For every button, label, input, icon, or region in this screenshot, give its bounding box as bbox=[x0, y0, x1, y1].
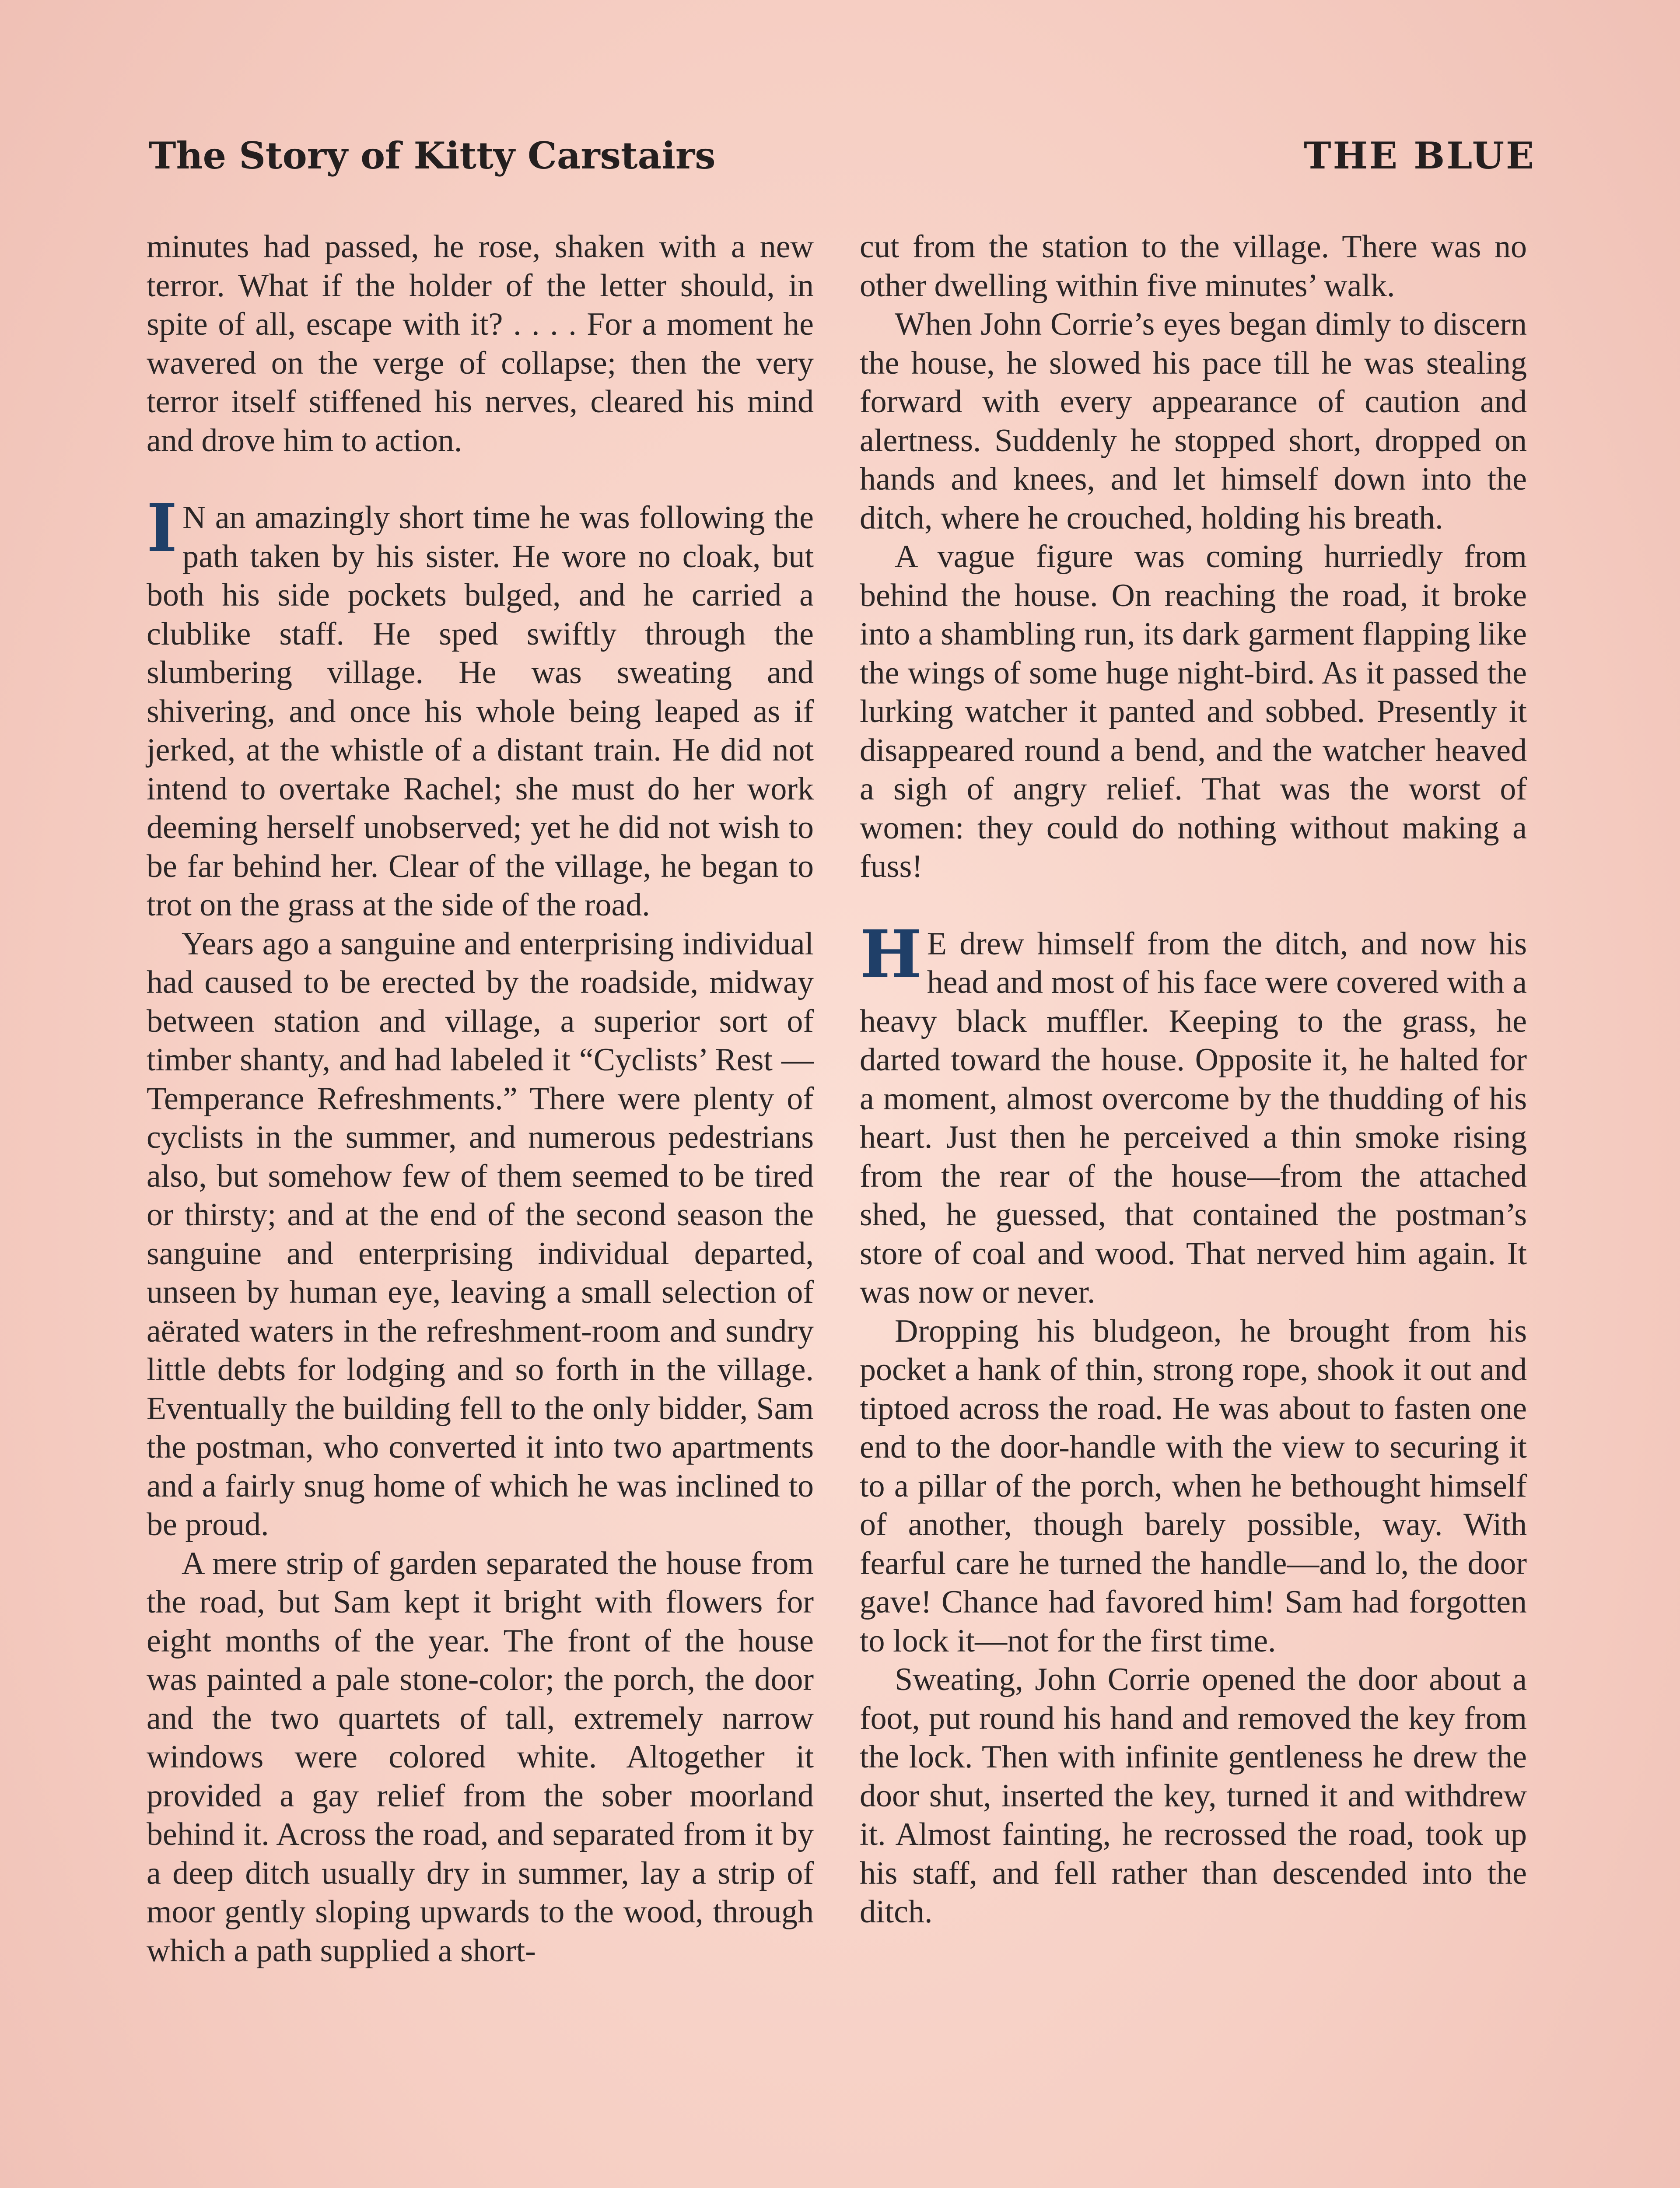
paragraph-text: cut from the station to the village. There was no other dwelling within five minutes’ walk. bbox=[860, 229, 1527, 304]
drop-cap: I bbox=[147, 490, 178, 567]
section-paragraph bbox=[860, 915, 1527, 1312]
magazine-name: THE BLUE bbox=[1304, 133, 1536, 177]
paragraph bbox=[147, 1544, 814, 1971]
paragraph-text: A vague figure was coming hurriedly from behind the house. On reaching the road, it broke into a shambling run, its dark garment flapping like the wings of some huge night-bird. As it passed the lurking watcher it panted and sobbed. Presently it disappeared round a bend, and the watcher heaved a sigh of angry relief. That was the worst of women: they could do nothing without making a fuss! bbox=[860, 539, 1527, 884]
paragraph bbox=[860, 228, 1527, 305]
paragraph-text: A mere strip of garden separated the house from the road, but Sam kept it bright with flowers for eight months of the year. The front of the house was painted a pale stone-color; the porch, the door and the two quartets of tall, extremely narrow windows were colored white. Altogether it provided a gay relief from the sober moorland behind it. Across the road, and separated from it by a deep ditch usually dry in summer, lay a strip of moor gently sloping upwards to the wood, through which a path supplied a short- bbox=[147, 1545, 814, 1969]
drop-cap: H bbox=[860, 915, 922, 993]
left-column bbox=[147, 228, 814, 1970]
paragraph bbox=[860, 1312, 1527, 1661]
paragraph-text: Sweating, John Corrie opened the door about a foot, put round his hand and removed the key from the lock. Then with infinite gentleness he drew the door shut, inserted the key, turned it and withdrew it. Almost fainting, he recrossed the road, took up his staff, and fell rather than descended into the ditch. bbox=[860, 1662, 1527, 1930]
paragraph-text: When John Corrie’s eyes began dimly to discern the house, he slowed his pace till he was stealing forward with every appearance of caution and alertness. Suddenly he stopped short, dropped on hands and knees, and let himself down into the ditch, where he crouched, holding his breath. bbox=[860, 306, 1527, 536]
paragraph bbox=[860, 305, 1527, 537]
paragraph-text: Years ago a sanguine and enterprising individual had caused to be erected by the roadside, midway between station and village, a superior sort of timber shanty, and had labeled it “Cyclists’ Rest — Temperance Refreshments.” There were plenty of cyclists in the summer, and numerous pedestrians also, but somehow few of them seemed to be tired or thirsty; and at the end of the second season the sanguine and enterprising individual departed, unseen by human eye, leaving a small selection of aërated waters in the refreshment-room and sundry little debts for lodging and so forth in the village. Eventually the building fell to the only bidder, Sam the postman, who converted it into two apartments and a fairly snug home of which he was inclined to be proud. bbox=[147, 926, 814, 1543]
paragraph-text: Dropping his bludgeon, he brought from his pocket a hank of thin, strong rope, shook it out and tiptoed across the road. He was about to fasten one end to the door-handle with the view to securing it to a pillar of the porch, when he bethought himself of another, though barely possible, way. With fearful care he turned the handle—and lo, the door gave! Chance had favored him! Sam had forgotten to lock it—not for the first time. bbox=[860, 1313, 1527, 1659]
section-paragraph bbox=[147, 490, 814, 925]
paragraph-text: minutes had passed, he rose, shaken with a new terror. What if the holder of the letter should, in spite of all, escape with it? . . . . For a moment he wavered on the verge of collapse; then the very terror itself stiffened his nerves, cleared his mind and drove him to action. bbox=[147, 229, 814, 459]
paragraph bbox=[860, 1660, 1527, 1932]
paragraph bbox=[147, 925, 814, 1544]
story-title: The Story of Kitty Carstairs bbox=[149, 133, 716, 177]
right-column bbox=[860, 228, 1527, 1932]
paragraph bbox=[147, 228, 814, 460]
running-head bbox=[149, 131, 1536, 179]
paragraph bbox=[860, 537, 1527, 886]
paragraph-text: N an amazingly short time he was following the path taken by his sister. He wore no cloak, but both his side pockets bulged, and he carried a clublike staff. He sped swiftly through the slumbering village. He was sweating and shivering, and once his whole being leaped as if jerked, at the whistle of a distant train. He did not intend to overtake Rachel; she must do her work deeming herself unobserved; yet he did not wish to be far behind her. Clear of the village, he began to trot on the grass at the side of the road. bbox=[147, 500, 814, 923]
paragraph-text: E drew himself from the ditch, and now his head and most of his face were covered with a heavy black muffler. Keeping to the grass, he darted toward the house. Opposite it, he halted for a moment, almost overcome by the thudding of his heart. Just then he perceived a thin smoke rising from the rear of the house—from the attached shed, he guessed, that contained the postman’s store of coal and wood. That nerved him again. It was now or never. bbox=[860, 926, 1527, 1310]
